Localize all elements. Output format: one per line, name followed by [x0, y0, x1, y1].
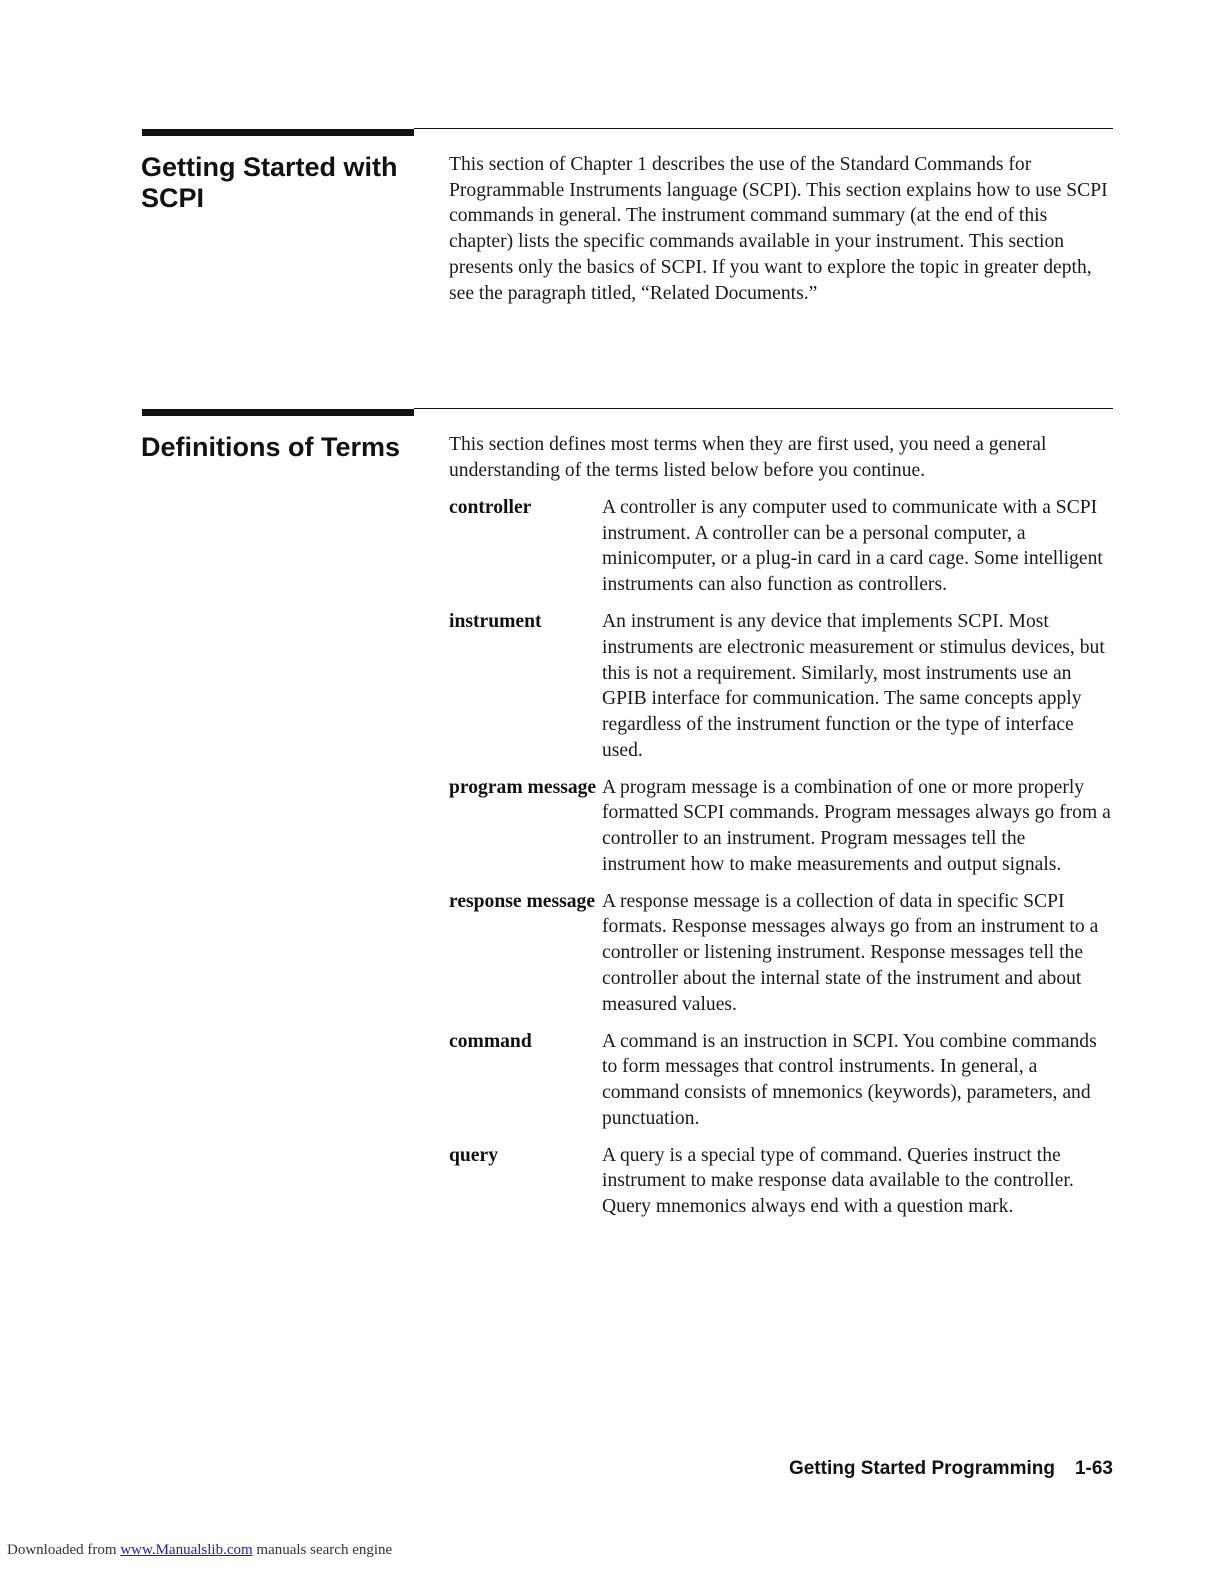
definition-item	[449, 495, 1113, 598]
section-rule-thin	[414, 128, 1113, 129]
definition-item	[449, 1143, 1113, 1220]
download-prefix: Downloaded from	[7, 1542, 117, 1558]
definitions-list	[449, 495, 1113, 1231]
definition-term: instrument	[449, 611, 542, 633]
definition-text: A program message is a combination of one or more properly formatted SCPI commands. Program messages always go from a controller to an instrument. Program messages tell the instrument how to make measurements and output signals.	[602, 776, 1111, 875]
footer-page-number: 1-63	[1074, 1458, 1113, 1479]
definition-text: A response message is a collection of data in specific SCPI formats. Response messages always go from an instrument to a controller or listening instrument. Response messages tell the controller about the internal state of the instrument and about measured values.	[602, 890, 1099, 1015]
manualslib-link[interactable]: www.Manualslib.com	[120, 1542, 253, 1558]
section-title-definitions: Definitions of Terms	[141, 432, 401, 462]
definition-term: response message	[449, 890, 596, 912]
download-suffix: manuals search engine	[256, 1542, 393, 1558]
page-footer	[789, 1458, 1113, 1480]
definition-text: A command is an instruction in SCPI. You combine commands to form messages that control instruments. In general, a command consists of mnemonics (keywords), parameters, and punctuation.	[602, 1030, 1097, 1129]
section-body-getting-started: This section of Chapter 1 describes the use of the Standard Commands for Programmable Instruments language (SCPI). This section explains how to use SCPI commands in general. The instrument command summary (at the end of this chapter) lists the specific commands available in your instrument. This section presents only the basics of SCPI. If you want to explore the topic in greater depth, see the paragraph titled, “Related Documents.”	[449, 154, 1108, 304]
definition-text: A query is a special type of command. Queries instruct the instrument to make response data available to the controller. Query mnemonics always end with a question mark.	[602, 1144, 1074, 1218]
definition-term: command	[449, 1030, 532, 1052]
section-rule-thick	[142, 409, 414, 416]
section-rule-thick	[142, 129, 414, 136]
definition-text: An instrument is any device that implements SCPI. Most instruments are electronic measurement or stimulus devices, but this is not a requirement. Similarly, most instruments use an GPIB interface for communication. The same concepts apply regardless of the instrument function or the type of interface used.	[602, 611, 1105, 761]
definition-item	[449, 889, 1113, 1018]
section-rule-thin	[414, 408, 1113, 409]
definition-term: controller	[449, 497, 532, 518]
definition-item	[449, 775, 1113, 878]
section-title-getting-started: Getting Started with SCPI	[141, 152, 398, 213]
definition-item	[449, 1029, 1113, 1132]
section-intro-definitions: This section defines most terms when they are first used, you need a general understanding of the terms listed below before you continue.	[449, 434, 1047, 481]
download-note	[7, 1542, 392, 1559]
footer-chapter-title: Getting Started Programming	[788, 1458, 1055, 1479]
definition-term: query	[449, 1144, 498, 1166]
definition-text: A controller is any computer used to communicate with a SCPI instrument. A controller can be a personal computer, a minicomputer, or a plug-in card in a card cage. Some intelligent instruments can also function as controllers.	[602, 497, 1103, 596]
definition-item	[449, 609, 1113, 763]
definition-term: program message	[449, 776, 597, 798]
